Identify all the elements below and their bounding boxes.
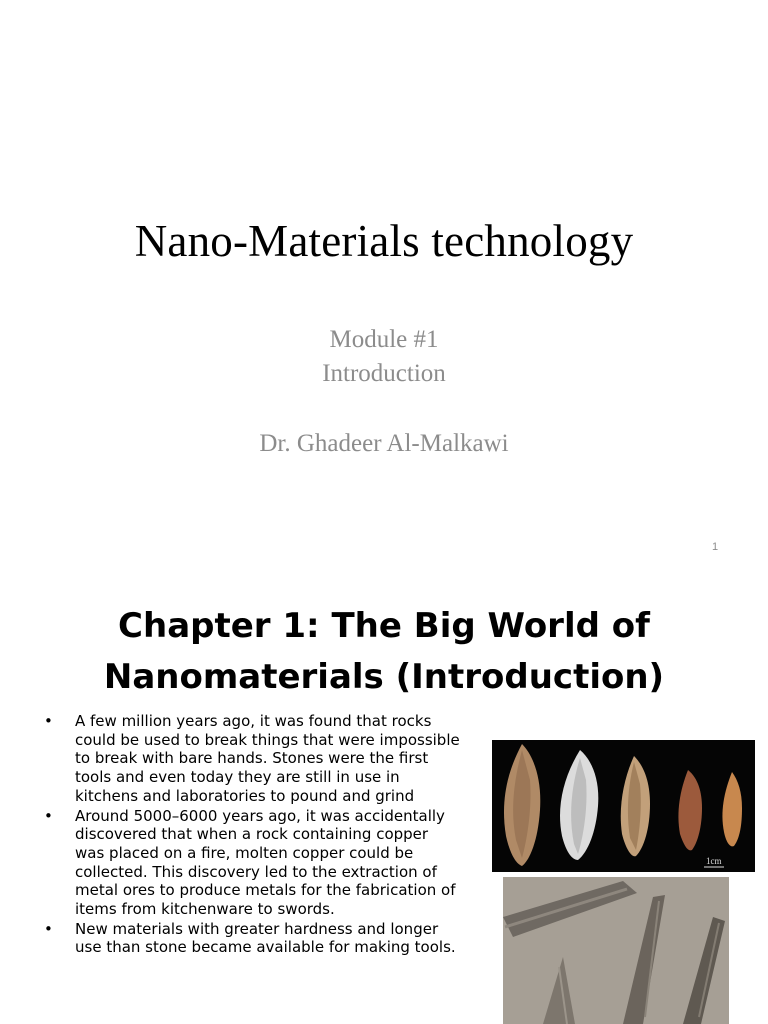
bullet-list: [44, 712, 460, 958]
bullet-dot: •: [44, 712, 53, 730]
module-label: Module #1: [329, 326, 439, 353]
bullet-item: [44, 807, 460, 919]
chapter-title-line1: Chapter 1: The Big World of: [118, 606, 650, 646]
bullet-dot: •: [44, 806, 53, 825]
chapter-title-line2: Nanomaterials (Introduction): [103, 657, 665, 697]
bullet-text: New materials with greater hardness and longer use than stone became available for making tools.: [75, 919, 456, 957]
bullet-text: Around 5000–6000 years ago, it was accidentally discovered that when a rock containing copper was placed on a fire, molten copper could be collected. This discovery led to the extraction of metal ores to produce metals for the fabrication of items from kitchenware to swords.: [75, 806, 456, 919]
bullet-item: [44, 712, 460, 806]
metal-swords-photo: [503, 877, 729, 1024]
chapter-slide: [0, 576, 768, 1024]
bullet-dot: •: [44, 919, 53, 938]
stone-arrowheads-photo: [492, 740, 755, 872]
author-name: Dr. Ghadeer Al-Malkawi: [259, 430, 509, 457]
section-label: Introduction: [322, 360, 446, 387]
bullet-item: [44, 920, 460, 957]
scale-label: 1cm: [706, 856, 722, 866]
bullet-text: A few million years ago, it was found that rocks could be used to break things that were impossible to break with bare hands. Stones were the first tools and even today they are still in use in kitchens and laboratories to pound and grind: [75, 712, 460, 805]
page-number: 1: [712, 541, 719, 553]
presentation-title: Nano-Materials technology: [134, 216, 634, 266]
chapter-title: [0, 601, 768, 703]
